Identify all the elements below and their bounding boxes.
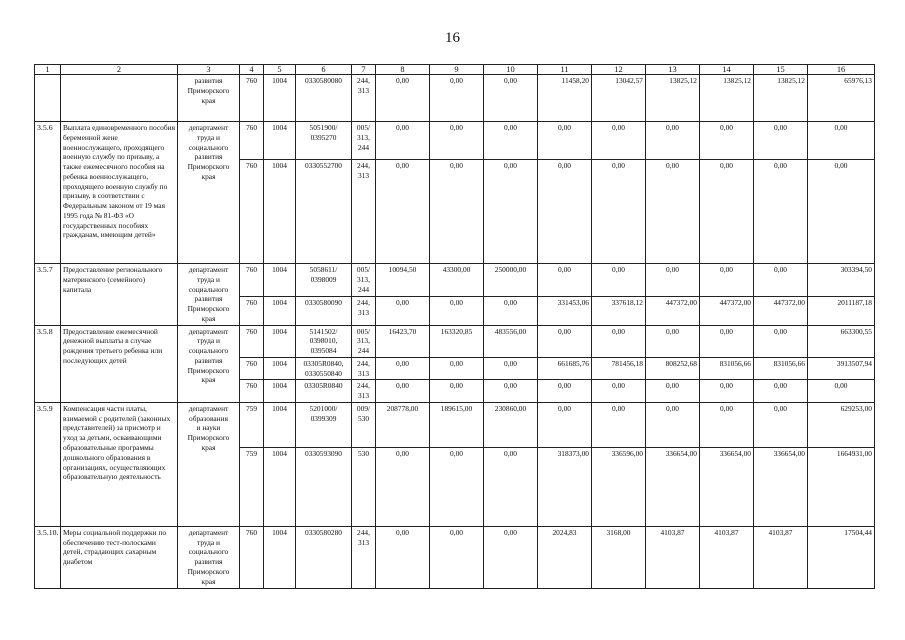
cell-c13: 4103,87 xyxy=(646,526,700,588)
column-number: 7 xyxy=(352,65,376,75)
cell-c16: 0,00 xyxy=(808,122,875,160)
cell-c7: 244, 313 xyxy=(352,160,376,264)
column-number: 8 xyxy=(376,65,430,75)
cell-c14: 0,00 xyxy=(700,264,754,297)
cell-c12: 0,00 xyxy=(592,325,646,357)
cell-c11: 0,00 xyxy=(538,325,592,357)
cell-c5: 1004 xyxy=(264,75,296,122)
item-number: 3.5.7 xyxy=(35,264,61,326)
cell-c16: 17504,44 xyxy=(808,526,875,588)
cell-c9: 0,00 xyxy=(430,297,484,325)
cell-c12: 0,00 xyxy=(592,122,646,160)
cell-c8: 16423,70 xyxy=(376,325,430,357)
cell-c14: 4103,87 xyxy=(700,526,754,588)
cell-c5: 1004 xyxy=(264,357,296,380)
cell-c9: 0,00 xyxy=(430,122,484,160)
cell-c9: 163320,85 xyxy=(430,325,484,357)
cell-c5: 1004 xyxy=(264,160,296,264)
cell-c12: 3168,00 xyxy=(592,526,646,588)
cell-c16: 2011187,18 xyxy=(808,297,875,325)
cell-c13: 0,00 xyxy=(646,122,700,160)
cell-c12: 13042,57 xyxy=(592,75,646,122)
cell-c10: 0,00 xyxy=(484,160,538,264)
cell-c16: 0,00 xyxy=(808,380,875,403)
column-number: 10 xyxy=(484,65,538,75)
cell-c6: 0330580280 xyxy=(296,526,352,588)
cell-c7: 530 xyxy=(352,447,376,526)
cell-c6: 5201000/ 0399309 xyxy=(296,402,352,447)
cell-c8: 0,00 xyxy=(376,526,430,588)
cell-c13: 447372,00 xyxy=(646,297,700,325)
cell-c14: 831056,66 xyxy=(700,357,754,380)
cell-c15: 0,00 xyxy=(754,380,808,403)
cell-c4: 760 xyxy=(240,357,264,380)
column-number: 3 xyxy=(178,65,240,75)
item-description: Предоставление ежемесячной денежной выплаты в случае рождения третьего ребенка или последующих детей xyxy=(61,325,178,402)
cell-c7: 244, 313 xyxy=(352,380,376,403)
cell-c6: 03305R0840, 0330550840 xyxy=(296,357,352,380)
cell-c7: 244, 313 xyxy=(352,297,376,325)
cell-c7: 005/ 313, 244 xyxy=(352,264,376,297)
cell-c5: 1004 xyxy=(264,325,296,357)
cell-c8: 0,00 xyxy=(376,122,430,160)
item-description: Меры социальной поддержки по обеспечению тест-полосками детей, страдающих сахарным диабетом xyxy=(61,526,178,588)
cell-c11: 0,00 xyxy=(538,122,592,160)
cell-c16: 65976,13 xyxy=(808,75,875,122)
column-number: 1 xyxy=(35,65,61,75)
cell-c5: 1004 xyxy=(264,380,296,403)
cell-c7: 244, 313 xyxy=(352,526,376,588)
cell-c10: 230860,00 xyxy=(484,402,538,447)
cell-c13: 336654,00 xyxy=(646,447,700,526)
column-number: 5 xyxy=(264,65,296,75)
cell-c9: 0,00 xyxy=(430,75,484,122)
cell-c5: 1004 xyxy=(264,122,296,160)
cell-c14: 0,00 xyxy=(700,402,754,447)
cell-c15: 447372,00 xyxy=(754,297,808,325)
cell-c6: 0330580080 xyxy=(296,75,352,122)
cell-c4: 760 xyxy=(240,160,264,264)
cell-c15: 13825,12 xyxy=(754,75,808,122)
cell-c16: 1664931,00 xyxy=(808,447,875,526)
item-number: 3.5.9 xyxy=(35,402,61,526)
cell-c5: 1004 xyxy=(264,447,296,526)
cell-c12: 0,00 xyxy=(592,264,646,297)
cell-c4: 760 xyxy=(240,526,264,588)
item-description: Предоставление регионального материнского (семейного) капитала xyxy=(61,264,178,326)
column-number: 14 xyxy=(700,65,754,75)
table-row xyxy=(35,264,875,297)
table-row xyxy=(35,402,875,447)
column-number: 4 xyxy=(240,65,264,75)
executor-cell: департамент труда и социального развития Приморского края xyxy=(178,122,240,264)
page-number: 16 xyxy=(445,30,460,46)
cell-c10: 0,00 xyxy=(484,122,538,160)
cell-c12: 0,00 xyxy=(592,380,646,403)
cell-c8: 208778,00 xyxy=(376,402,430,447)
cell-c10: 250000,00 xyxy=(484,264,538,297)
cell-c15: 4103,87 xyxy=(754,526,808,588)
cell-c5: 1004 xyxy=(264,526,296,588)
cell-c14: 13825,12 xyxy=(700,75,754,122)
executor-cell: департамент образования и науки Приморского края xyxy=(178,402,240,526)
cell-c11: 0,00 xyxy=(538,264,592,297)
table-row xyxy=(35,75,875,122)
executor-cell: департамент труда и социального развития Приморского края xyxy=(178,264,240,326)
cell-c6: 03305R0840 xyxy=(296,380,352,403)
financing-table xyxy=(34,64,875,589)
cell-c13: 0,00 xyxy=(646,325,700,357)
cell-c16: 0,00 xyxy=(808,160,875,264)
cell-c8: 0,00 xyxy=(376,75,430,122)
cell-c8: 0,00 xyxy=(376,297,430,325)
cell-c4: 760 xyxy=(240,122,264,160)
cell-c10: 0,00 xyxy=(484,526,538,588)
cell-c16: 3913507,94 xyxy=(808,357,875,380)
cell-c11: 318373,00 xyxy=(538,447,592,526)
cell-c10: 0,00 xyxy=(484,447,538,526)
executor-cell: развития Приморского края xyxy=(178,75,240,122)
cell-c15: 0,00 xyxy=(754,160,808,264)
cell-c13: 0,00 xyxy=(646,264,700,297)
executor-cell: департамент труда и социального развития Приморского края xyxy=(178,526,240,588)
cell-c13: 808252,68 xyxy=(646,357,700,380)
cell-c11: 331453,06 xyxy=(538,297,592,325)
table-row xyxy=(35,526,875,588)
cell-c15: 831056,66 xyxy=(754,357,808,380)
cell-c9: 189615,00 xyxy=(430,402,484,447)
cell-c14: 336654,00 xyxy=(700,447,754,526)
cell-c11: 0,00 xyxy=(538,380,592,403)
cell-c16: 629253,00 xyxy=(808,402,875,447)
cell-c11: 0,00 xyxy=(538,402,592,447)
cell-c4: 760 xyxy=(240,380,264,403)
cell-c13: 0,00 xyxy=(646,380,700,403)
cell-c11: 11458,20 xyxy=(538,75,592,122)
cell-c7: 005/ 313, 244 xyxy=(352,325,376,357)
cell-c8: 0,00 xyxy=(376,160,430,264)
cell-c8: 10094,50 xyxy=(376,264,430,297)
column-number: 9 xyxy=(430,65,484,75)
column-number: 13 xyxy=(646,65,700,75)
item-number: 3.5.8 xyxy=(35,325,61,402)
cell-c9: 0,00 xyxy=(430,447,484,526)
cell-c4: 759 xyxy=(240,402,264,447)
column-number: 15 xyxy=(754,65,808,75)
cell-c14: 447372,00 xyxy=(700,297,754,325)
executor-cell: департамент труда и социального развития Приморского края xyxy=(178,325,240,402)
cell-c10: 0,00 xyxy=(484,297,538,325)
item-number: 3.5.10. xyxy=(35,526,61,588)
cell-c6: 5051900/ 0395270 xyxy=(296,122,352,160)
cell-c7: 244, 313 xyxy=(352,75,376,122)
item-description xyxy=(61,75,178,122)
cell-c10: 0,00 xyxy=(484,75,538,122)
cell-c9: 43300,00 xyxy=(430,264,484,297)
cell-c12: 0,00 xyxy=(592,402,646,447)
cell-c7: 244, 313 xyxy=(352,357,376,380)
item-description: Выплата единовременного пособия беременной жене военнослужащего, проходящего военную службу по призыву, а также ежемесячного пособия на ребенка военнослужащего, проходящего военную службу по призыву, в соответствии с Федеральным законом от 19 мая 1995 года № 81-ФЗ «О государственных пособиях гражданам, имеющим детей» xyxy=(61,122,178,264)
cell-c16: 663300,55 xyxy=(808,325,875,357)
cell-c11: 661685,76 xyxy=(538,357,592,380)
cell-c13: 13825,12 xyxy=(646,75,700,122)
cell-c11: 2024,83 xyxy=(538,526,592,588)
cell-c15: 336654,00 xyxy=(754,447,808,526)
cell-c10: 0,00 xyxy=(484,357,538,380)
cell-c8: 0,00 xyxy=(376,447,430,526)
cell-c5: 1004 xyxy=(264,264,296,297)
cell-c15: 0,00 xyxy=(754,402,808,447)
column-number: 2 xyxy=(61,65,178,75)
cell-c9: 0,00 xyxy=(430,357,484,380)
cell-c10: 483556,00 xyxy=(484,325,538,357)
cell-c4: 759 xyxy=(240,447,264,526)
column-number: 11 xyxy=(538,65,592,75)
cell-c9: 0,00 xyxy=(430,380,484,403)
cell-c16: 303394,50 xyxy=(808,264,875,297)
cell-c7: 009/ 530 xyxy=(352,402,376,447)
cell-c4: 760 xyxy=(240,264,264,297)
cell-c8: 0,00 xyxy=(376,357,430,380)
cell-c15: 0,00 xyxy=(754,122,808,160)
cell-c4: 760 xyxy=(240,75,264,122)
column-number: 12 xyxy=(592,65,646,75)
cell-c14: 0,00 xyxy=(700,325,754,357)
cell-c13: 0,00 xyxy=(646,402,700,447)
column-numbers-row xyxy=(35,65,875,75)
cell-c5: 1004 xyxy=(264,402,296,447)
cell-c15: 0,00 xyxy=(754,264,808,297)
cell-c7: 005/ 313, 244 xyxy=(352,122,376,160)
cell-c6: 5141502/ 0398010, 0395084 xyxy=(296,325,352,357)
cell-c15: 0,00 xyxy=(754,325,808,357)
item-description: Компенсация части платы, взимаемой с родителей (законных представителей) за присмотр и уход за детьми, осваивающими образовательные программы дошкольного образования в организациях, осуществляющих образовательную деятельность xyxy=(61,402,178,526)
cell-c12: 337618,12 xyxy=(592,297,646,325)
table-row xyxy=(35,325,875,357)
cell-c9: 0,00 xyxy=(430,160,484,264)
cell-c4: 760 xyxy=(240,325,264,357)
cell-c14: 0,00 xyxy=(700,160,754,264)
cell-c4: 760 xyxy=(240,297,264,325)
column-number: 6 xyxy=(296,65,352,75)
column-number: 16 xyxy=(808,65,875,75)
cell-c6: 5058611/ 0398009 xyxy=(296,264,352,297)
cell-c6: 0330593090 xyxy=(296,447,352,526)
cell-c13: 0,00 xyxy=(646,160,700,264)
cell-c11: 0,00 xyxy=(538,160,592,264)
item-number: 3.5.6 xyxy=(35,122,61,264)
cell-c14: 0,00 xyxy=(700,122,754,160)
cell-c12: 781456,18 xyxy=(592,357,646,380)
cell-c14: 0,00 xyxy=(700,380,754,403)
cell-c5: 1004 xyxy=(264,297,296,325)
cell-c6: 0330580090 xyxy=(296,297,352,325)
cell-c10: 0,00 xyxy=(484,380,538,403)
cell-c8: 0,00 xyxy=(376,380,430,403)
item-number xyxy=(35,75,61,122)
table-row xyxy=(35,122,875,160)
cell-c12: 0,00 xyxy=(592,160,646,264)
cell-c9: 0,00 xyxy=(430,526,484,588)
cell-c6: 0330552700 xyxy=(296,160,352,264)
cell-c12: 336596,00 xyxy=(592,447,646,526)
